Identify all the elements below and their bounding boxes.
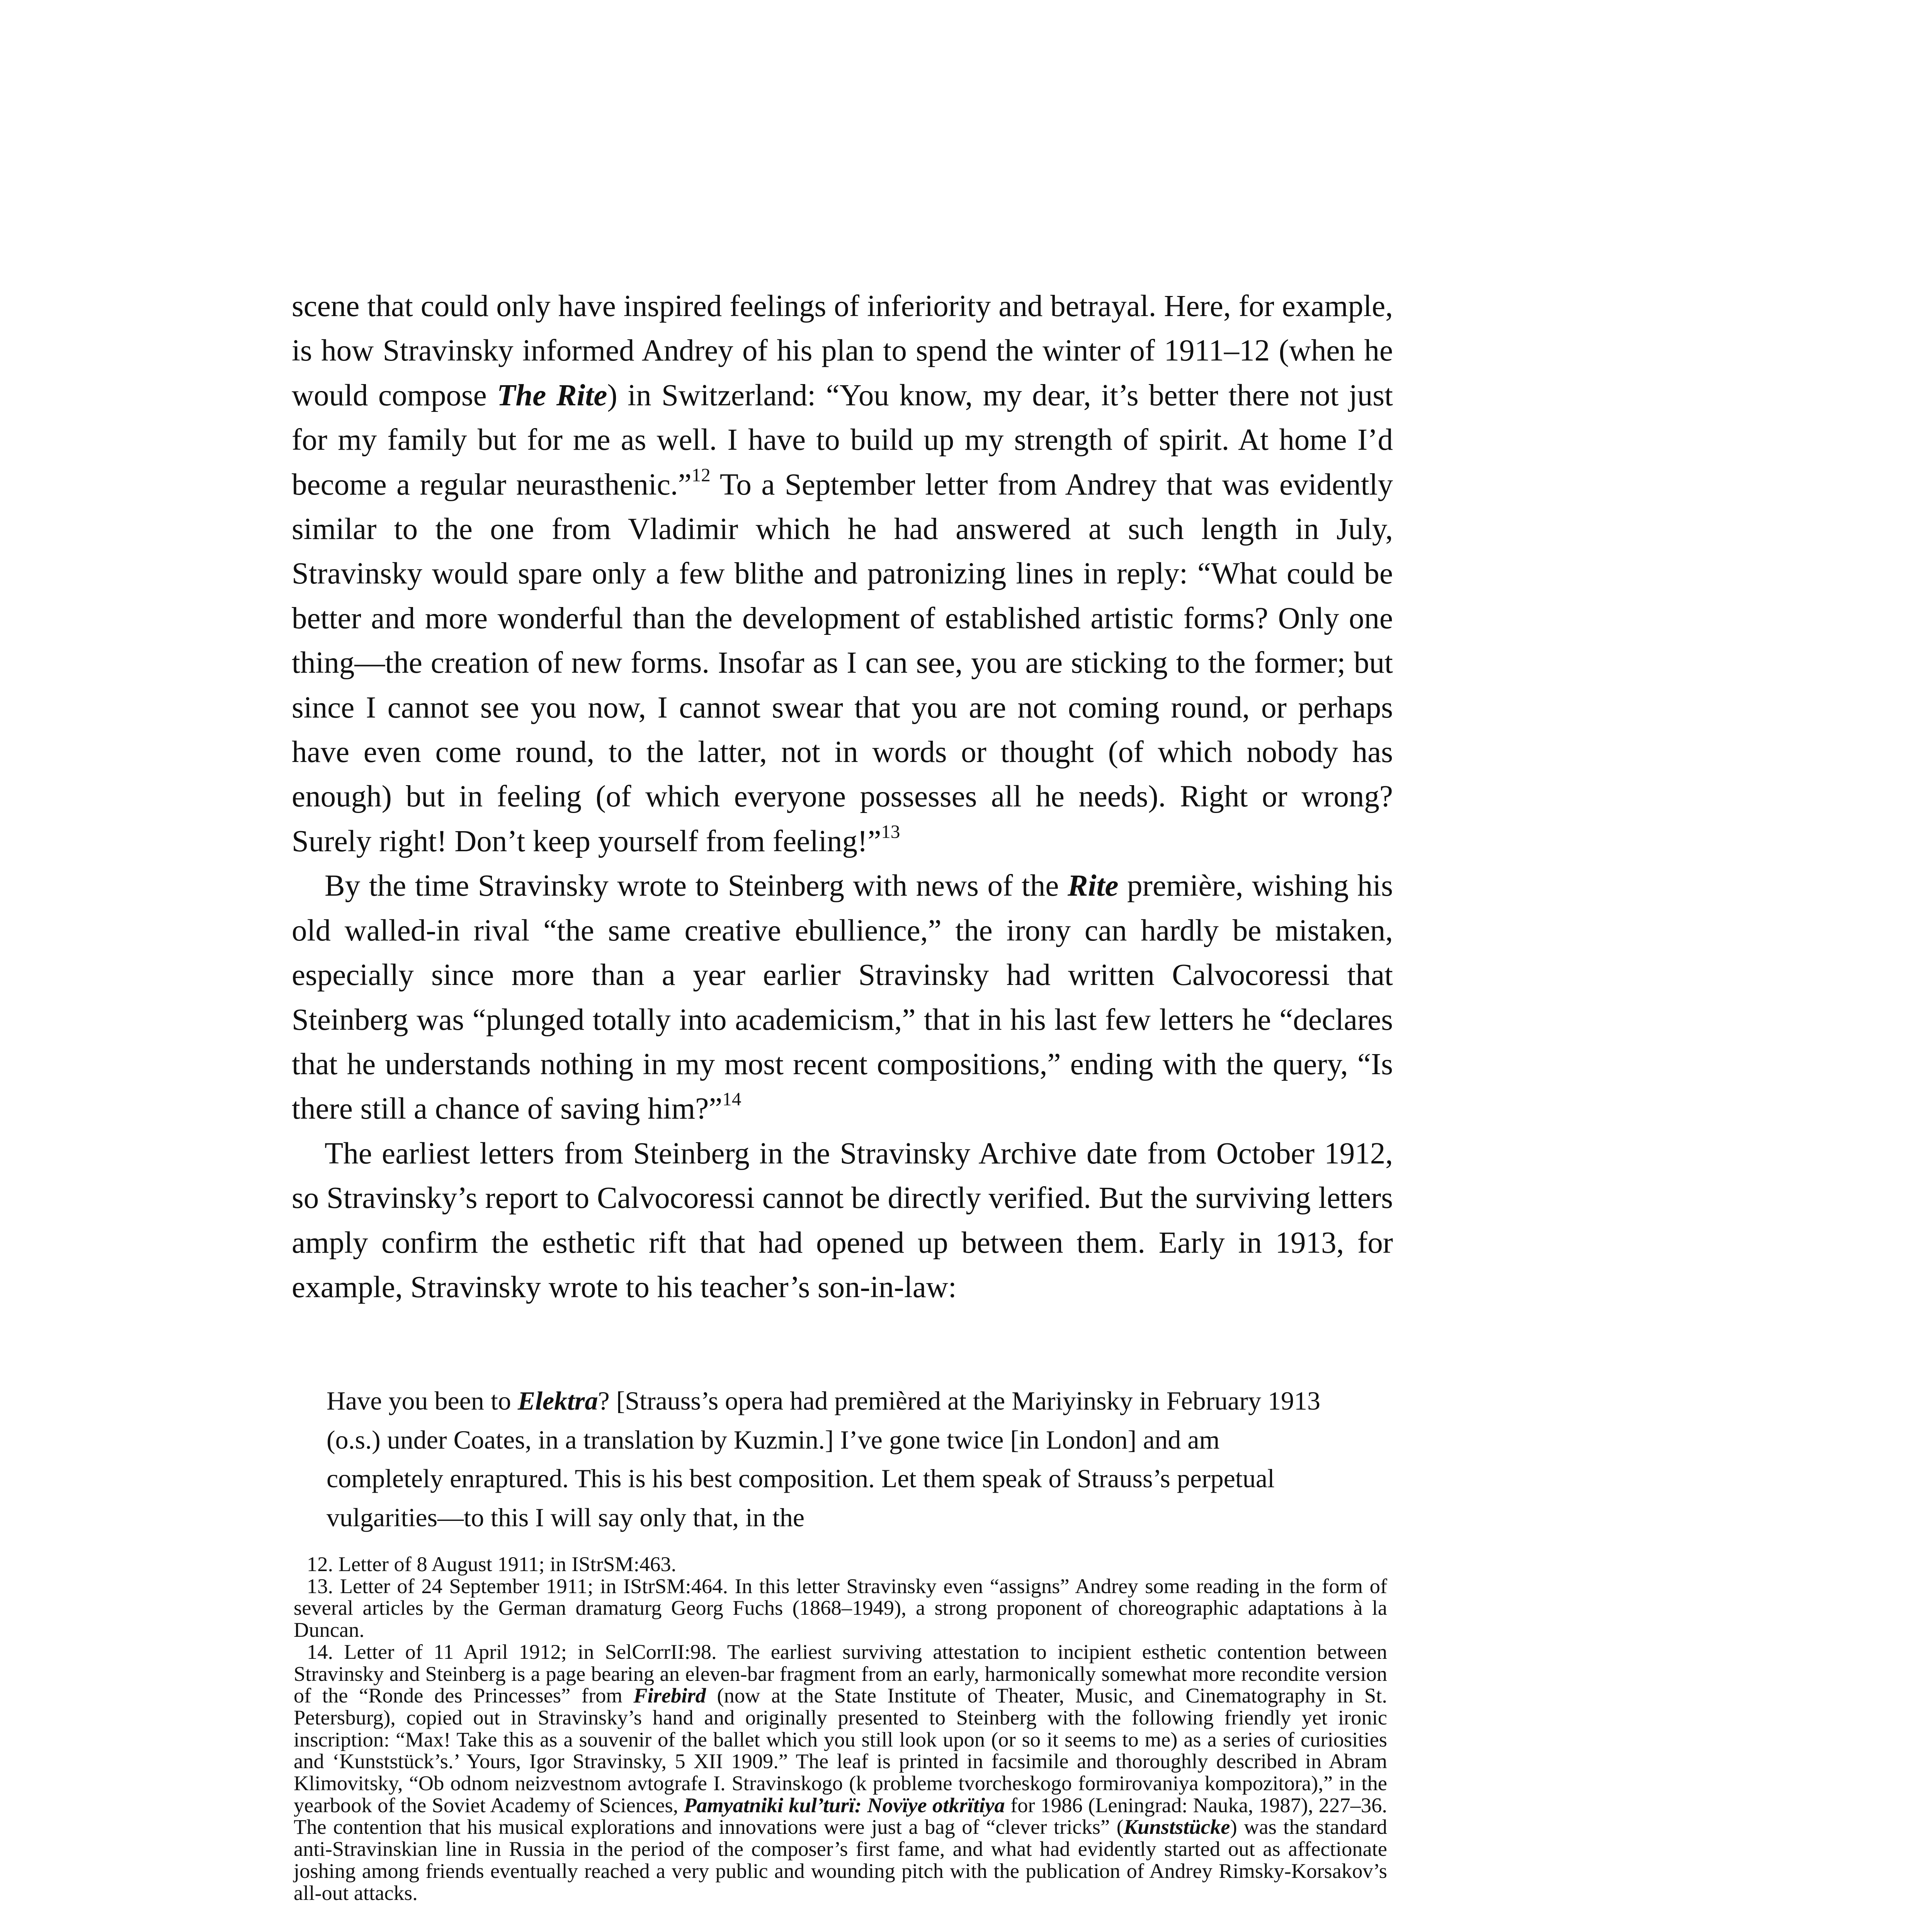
paragraph-3-text: The earliest letters from Steinberg in the Stravinsky Archive date from October 1912, so Stravinsky’s report to Calvocoressi cannot be directly verified. But the surviving letters amply confirm the esthetic rift that had opened up between them. Early in 1913, for example, Stravinsky wrote to his teacher’s son-in-law: [292,1136,1393,1304]
block-quote [327,1381,1331,1537]
footnote-14-text-d: ) was the standard anti-Stravinskian line in Russia in the period of the composer’s first fame, and what had evidently started out as affectionate joshing among friends eventually reached a very public and wounding pitch with the publication of Andrey Rimsky-Korsakov’s all-out attacks. [294,1815,1387,1905]
footnote-ref-12[interactable]: 12 [691,464,711,486]
paragraph-2 [292,864,1393,1131]
footnote-12: 12. Letter of 8 August 1911; in IStrSM:463. [307,1552,677,1576]
footnote-14-text-b: (now at the State Institute of Theater, Music, and Cinematography in St. Petersburg), copied out in Stravinsky’s hand and originally presented to Steinberg with the following friendly yet ironic inscription: “Max! Take this as a souvenir of the ballet which you still look upon (or so it seems to me) as a series of curiosities and ‘Kunststück’s.’ Yours, Igor Stravinsky, 5 XII 1909.” The leaf is printed in facsimile and thoroughly described in Abram Klimovitsky, “Ob odnom neizvestnom avtografe I. Stravinskogo (k probleme tvorcheskogo formirovaniya kompozitora),” in the yearbook of the Soviet Academy of Sciences, [294,1684,1387,1817]
quote-text-a: Have you been to [327,1386,518,1415]
paragraph-2-text-b: première, wishing his old walled-in rival “the same creative ebullience,” the irony can hardly be mistaken, especially since more than a year earlier Stravinsky had written Calvocoressi that Steinberg was “plunged totally into academicism,” that in his last few letters he “declares that he understands nothing in my most recent compositions,” ending with the query, “Is there still a chance of saving him?” [292,869,1393,1126]
paragraph-1-text-c: To a September letter from Andrey that was evidently similar to the one from Vladimir which he had answered at such length in July, Stravinsky would spare only a few blithe and patronizing lines in reply: “What could be better and more wonderful than the development of established artistic forms? Only one thing—the creation of new forms. Insofar as I can see, you are sticking to the former; but since I cannot see you now, I cannot swear that you are not coming round, or perhaps have even come round, to the latter, not in words or thought (of which nobody has enough) but in feeling (of which everyone possesses all he needs). Right or wrong? Surely right! Don’t keep yourself from feeling!” [292,468,1393,858]
paragraph-2-text-a: By the time Stravinsky wrote to Steinberg with news of the [325,869,1068,903]
footnote-14-text-c: for 1986 (Leningrad: Nauka, 1987), 227–36. The contention that his musical explorations and innovations were just a bag of “clever tricks” ( [294,1793,1387,1839]
footnote-ref-13[interactable]: 13 [881,821,900,842]
title-rite: Rite [1067,869,1119,903]
footnote-ref-14[interactable]: 14 [722,1088,742,1110]
title-pamyatniki: Pamyatniki kul’turï: Novïye otkrïtiya [684,1793,1005,1817]
footnote-14 [294,1641,1387,1904]
main-text [292,284,1393,1310]
term-kunststucke: Kunststücke [1123,1815,1230,1839]
title-the-rite: The Rite [497,378,607,412]
title-firebird: Firebird [633,1684,706,1708]
paragraph-1-text-b: ) in Switzerland: “You know, my dear, it’s better there not just for my family but for me as well. I have to build up my strength of spirit. At home I’d become a regular neurasthenic.” [292,378,1393,502]
quote-text-b: ? [Strauss’s opera had premièred at the Mariyinsky in February 1913 (o.s.) under Coates, in a translation by Kuzmin.] I’ve gone twice [in London] and am completely enraptured. This is his best composition. Let them speak of Strauss’s perpetual vulgarities—to this I will say only that, in the [327,1386,1321,1532]
paragraph-1 [292,284,1393,864]
footnotes [294,1553,1387,1904]
footnote-14-text-a: 14. Letter of 11 April 1912; in SelCorrII:98. The earliest surviving attestation to incipient esthetic contention between Stravinsky and Steinberg is a page bearing an eleven-bar fragment from an early, harmonically somewhat more recondite version of the “Ronde des Princesses” from [294,1639,1387,1708]
footnote-13: 13. Letter of 24 September 1911; in IStrSM:464. In this letter Stravinsky even “assigns” Andrey some reading in the form of several articles by the German dramaturg Georg Fuchs (1868–1949), a strong proponent of choreographic adaptations à la Duncan. [294,1574,1387,1642]
paragraph-1-text-a: scene that could only have inspired feelings of inferiority and betrayal. Here, for example, is how Stravinsky informed Andrey of his plan to spend the winter of 1911–12 (when he would compose [292,289,1393,412]
title-elektra: Elektra [517,1386,598,1415]
paragraph-3 [292,1131,1393,1310]
